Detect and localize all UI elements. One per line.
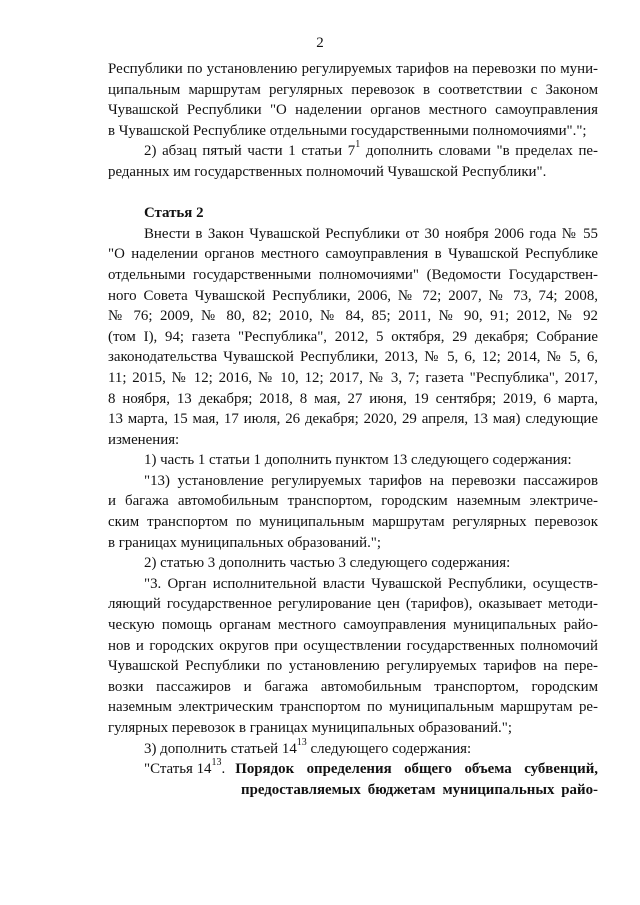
new-article-title-line: предоставляемых бюджетам муниципальных райо- <box>241 781 598 798</box>
text-fragment: 2) абзац пятый части 1 статьи 7 <box>144 143 356 160</box>
text-line: наземным электрическим транспортом по муниципальным маршрутам ре- <box>108 699 598 716</box>
text-line: 8 ноября, 13 декабря; 2018, 8 мая, 27 июня, 19 сентября; 2019, 6 марта, <box>108 390 598 407</box>
text-line: ного Совета Чувашской Республики, 2006, № 72; 2007, № 73, 74; 2008, <box>108 287 598 304</box>
text-line <box>108 141 598 162</box>
text-fragment: "Статья 14 <box>144 761 212 778</box>
amendment-item <box>108 736 598 760</box>
spacer <box>108 183 598 204</box>
new-article-number <box>108 759 235 780</box>
text-fragment: 3) дополнить статьей 14 <box>144 740 297 757</box>
text-line: ческую помощь органам местного самоуправления муниципальных райо- <box>108 617 598 634</box>
text-line: законодательства Чувашской Республики, 2013, № 5, 6, 12; 2014, № 5, 6, <box>108 349 598 366</box>
text-line: в Чувашской Республике отдельными государственными полномочиями"."; <box>108 122 587 139</box>
page-number: 2 <box>316 35 324 51</box>
text-line: реданных им государственных полномочий Чувашской Республики". <box>108 163 547 180</box>
amendment-item: 1) часть 1 статьи 1 дополнить пунктом 13 следующего содержания: <box>144 452 572 469</box>
text-line: 11; 2015, № 12; 2016, № 10, 12; 2017, № 3, 7; газета "Республика", 2017, <box>108 369 598 386</box>
superscript: 13 <box>296 736 307 748</box>
new-article-title <box>108 759 598 780</box>
text-line: изменения: <box>108 431 180 448</box>
text-line: в границах муниципальных образований."; <box>108 534 382 551</box>
text-line: и багажа автомобильным транспортом, городским наземным электриче- <box>108 493 598 510</box>
text-line: ляющий государственное регулирование цен (тарифов), оказывает методи- <box>108 596 598 613</box>
text-line: Чувашской Республики по установлению регулируемых тарифов на пере- <box>108 658 598 675</box>
superscript: 13 <box>211 757 222 769</box>
text-fragment: следующего содержания: <box>306 740 472 757</box>
superscript: 1 <box>355 139 361 151</box>
paragraph-continuation <box>108 59 598 141</box>
article-intro <box>108 224 598 451</box>
new-article-title-line: Порядок определения общего объема субвенций, <box>235 761 598 778</box>
article-heading: Статья 2 <box>144 205 204 222</box>
text-fragment: . <box>221 761 226 778</box>
amendment-item: 2) статью 3 дополнить частью 3 следующего содержания: <box>144 555 511 572</box>
text-line: № 76; 2009, № 80, 82; 2010, № 84, 85; 2011, № 90, 91; 2012, № 92 <box>108 308 598 325</box>
text-line: отдельными государственными полномочиями" (Ведомости Государствен- <box>108 266 598 283</box>
text-line: "О наделении органов местного самоуправления в Чувашской Республике <box>108 246 598 263</box>
text-line: нов и городских округов при осуществлении государственных полномочий <box>108 637 598 654</box>
text-line: ципальным маршрутам регулярных перевозок в соответствии с Законом <box>108 81 598 98</box>
text-line: гулярных перевозок в границах муниципальных образований."; <box>108 720 512 736</box>
document-body <box>108 59 598 800</box>
amendment-item-2 <box>108 141 598 182</box>
text-line: "13) установление регулируемых тарифов на перевозки пассажиров <box>144 472 598 489</box>
text-line: 13 марта, 15 мая, 17 июля, 26 декабря; 2020, 29 апреля, 13 мая) следующие <box>108 411 598 428</box>
text-line: Республики по установлению регулируемых тарифов на перевозки по муни- <box>108 61 598 77</box>
text-line: "3. Орган исполнительной власти Чувашской Республики, осуществ- <box>144 575 598 592</box>
text-line: возки пассажиров и багажа автомобильным транспортом, городским <box>108 678 598 695</box>
text-line: Внести в Закон Чувашской Республики от 30 ноября 2006 года № 55 <box>144 225 598 242</box>
quoted-text <box>108 471 598 553</box>
text-line: Чувашской Республики "О наделении органов местного самоуправления <box>108 102 598 119</box>
quoted-text <box>108 574 598 739</box>
text-fragment: дополнить словами "в пределах пе- <box>360 143 598 160</box>
text-line: (том I), 94; газета "Республика", 2012, 5 октября, 29 декабря; Собрание <box>108 328 598 345</box>
text-line: ским транспортом по муниципальным маршрутам регулярных перевозок <box>108 514 598 531</box>
